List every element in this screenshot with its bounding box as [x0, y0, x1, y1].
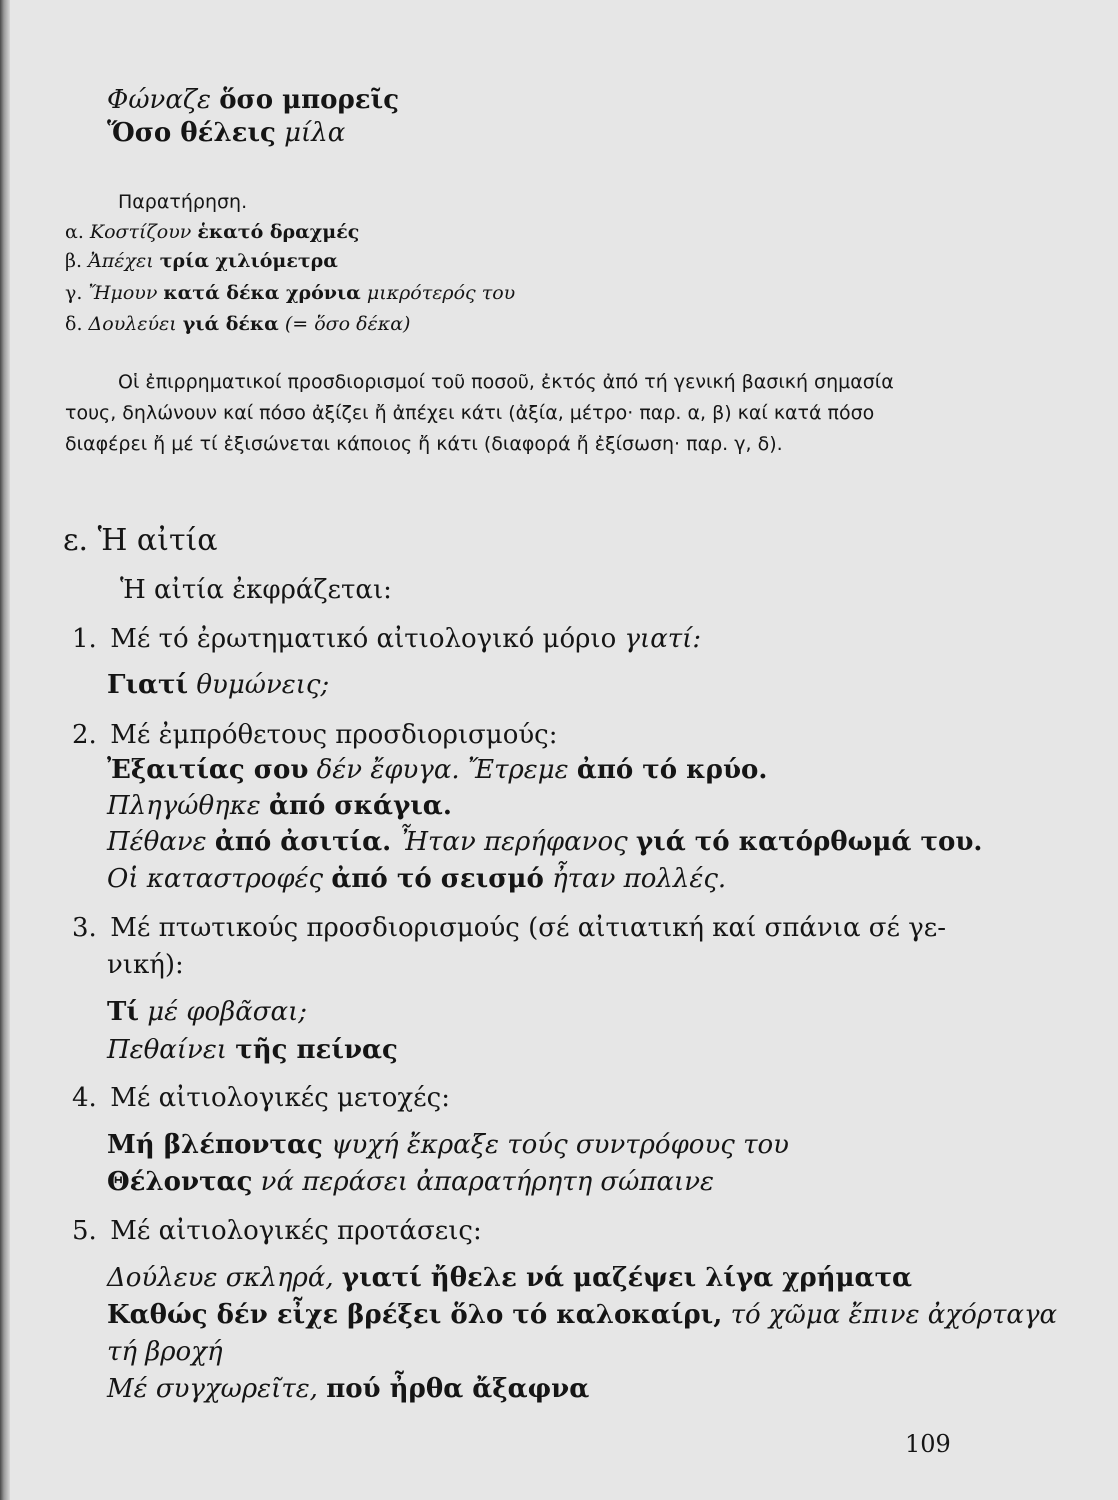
example-1: Γιατί θυμώνεις; [107, 670, 330, 700]
item-3: 3. Μέ πτωτικούς προσδιορισμούς (σέ αἰτιατική καί σπάνια σέ γε- [72, 913, 947, 943]
item-5: 5. Μέ αἰτιολογικές προτάσεις: [72, 1216, 482, 1246]
remark-d: δ. Δουλεύει γιά δέκα (= ὅσο δέκα) [65, 313, 411, 335]
explanation-line-2: τους, δηλώνουν καί πόσο ἀξίζει ἤ ἀπέχει κάτι (ἀξία, μέτρο· παρ. α, β) καί κατά πόσο [65, 402, 875, 424]
example-3b: Πεθαίνει τῆς πείνας [107, 1035, 398, 1065]
example-2b: Πληγώθηκε ἀπό σκάγια. [107, 791, 452, 821]
intro-example-1: Φώναζε ὅσο μπορεῖς [107, 85, 400, 115]
item-1: 1. Μέ τό ἐρωτηματικό αἰτιολογικό μόριο γιατί: [72, 624, 702, 654]
remark-a: α. Κοστίζουν ἑκατό δραχμές [65, 221, 360, 243]
section-heading: ε. Ἡ αἰτία [63, 523, 218, 558]
example-2d: Οἱ καταστροφές ἀπό τό σεισμό ἦταν πολλές. [107, 864, 727, 894]
intro-example-2: Ὅσο θέλεις μίλα [107, 118, 346, 148]
page-number: 109 [905, 1430, 951, 1458]
example-5c: τή βροχή [107, 1337, 223, 1367]
example-4b: Θέλοντας νά περάσει ἀπαρατήρητη σώπαινε [107, 1167, 714, 1197]
remark-b: β. Ἀπέχει τρία χιλιόμετρα [65, 250, 338, 272]
example-2c: Πέθανε ἀπό ἀσιτία. Ἦταν περήφανος γιά τό κατόρθωμά του. [107, 827, 983, 857]
item-3-continuation: νική): [107, 950, 184, 980]
section-intro: Ἡ αἰτία ἐκφράζεται: [120, 575, 392, 605]
item-4: 4. Μέ αἰτιολογικές μετοχές: [72, 1083, 450, 1113]
example-5a: Δούλευε σκληρά, γιατί ἤθελε νά μαζέψει λίγα χρήματα [107, 1263, 913, 1293]
example-5b: Καθώς δέν εἶχε βρέξει ὅλο τό καλοκαίρι, τό χῶμα ἔπινε ἀχόρταγα [107, 1300, 1058, 1330]
item-2: 2. Μέ ἐμπρόθετους προσδιορισμούς: [72, 720, 558, 750]
example-5d: Μέ συγχωρεῖτε, πού ἦρθα ἄξαφνα [107, 1374, 590, 1404]
remark-title: Παρατήρηση. [118, 191, 248, 213]
example-2a: Ἐξαιτίας σου δέν ἔφυγα. Ἔτρεμε ἀπό τό κρύο. [107, 755, 768, 785]
book-spine-shadow [0, 0, 10, 1500]
example-4a: Μή βλέποντας ψυχή ἔκραξε τούς συντρόφους του [107, 1130, 789, 1160]
remark-c: γ. Ἤμουν κατά δέκα χρόνια μικρότερός του [65, 282, 516, 304]
explanation-line-3: διαφέρει ἤ μέ τί ἐξισώνεται κάποιος ἤ κάτι (διαφορά ἤ ἐξίσωση· παρ. γ, δ). [65, 433, 783, 455]
example-3a: Τί μέ φοβᾶσαι; [107, 997, 308, 1027]
explanation-line-1: Οἱ ἐπιρρηματικοί προσδιορισμοί τοῦ ποσοῦ, ἐκτός ἀπό τή γενική βασική σημασία [118, 371, 894, 393]
